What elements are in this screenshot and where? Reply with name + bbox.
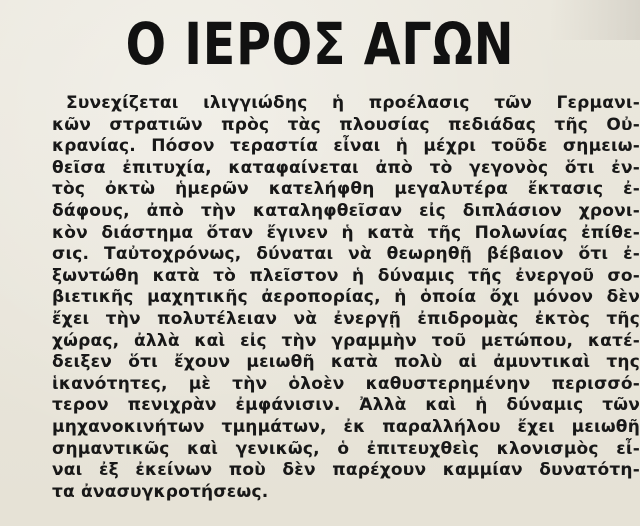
article-line: θεῖσα ἐπιτυχία, καταφαίνεται ἀπὸ τὸ γεγονὸς ὅτι ἐν- — [52, 157, 640, 178]
article-line: ἔχει τὴν πολυτέλειαν νὰ ἐνεργῇ ἐπιδρομὰς ἐκτὸς τῆς — [52, 308, 640, 329]
article-line: τὸς ὀκτὼ ἡμερῶν κατελήφθη μεγαλυτέρα ἔκτασις ἐ- — [52, 179, 640, 200]
headline: Ο ΙΕΡΟΣ ΑΓΩΝ — [125, 10, 515, 78]
article-line: σημαντικῶς καὶ γενικῶς, ὁ ἐπιτευχθεὶς κλονισμὸς εἶ- — [52, 438, 640, 459]
article-line: σις. Ταὐτοχρόνως, δύναται νὰ θεωρηθῇ βέβαιον ὅτι ἐ- — [52, 244, 640, 265]
article-line: κῶν στρατιῶν πρὸς τὰς πλουσίας πεδιάδας τῆς Οὐ- — [52, 114, 640, 135]
article-line: βιετικῆς μαχητικῆς ἀεροπορίας, ἡ ὁποία ὄχι μόνον δὲν — [52, 287, 640, 308]
article-line: δειξεν ὅτι ἔχουν μειωθῆ κατὰ πολὺ αἱ ἀμυντικαὶ της — [52, 352, 640, 373]
article-line: τα ἀνασυγκροτήσεως. — [52, 481, 269, 502]
article-line: Συνεχίζεται ιλιγγιώδης ἡ προέλασις τῶν Γερμανι- — [66, 93, 640, 113]
article-line: κὸν διάστημα ὅταν ἔγινεν ἡ κατὰ τῆς Πολωνίας ἐπίθε- — [52, 222, 640, 243]
article-line: χώρας, ἀλλὰ καὶ εἰς τὴν γραμμὴν τοῦ μετώπου, κατέ- — [52, 330, 640, 351]
article-line: κρανίας. Πόσον τεραστία εἶναι ἡ μέχρι τοῦδε σημειω- — [52, 136, 640, 157]
article-line: μηχανοκινήτων τμημάτων, ἐκ παραλλήλου ἔχει μειωθῆ — [52, 416, 640, 437]
article-line: δάφους, ἀπὸ τὴν καταληφθεῖσαν εἰς διπλάσιον χρονι- — [52, 200, 640, 221]
article-line: τερον πενιχρὰν ἐμφάνισιν. Ἀλλὰ καὶ ἡ δύναμις τῶν — [52, 395, 640, 416]
article-line: ναι ἐξ ἐκείνων ποὺ δὲν παρέχουν καμμίαν δυνατότη- — [52, 460, 640, 481]
article-line: ἱκανότητες, μὲ τὴν ὁλοὲν καθυστερημένην περισσό- — [52, 373, 640, 394]
article-line: ξωντώθη κατὰ τὸ πλεῖστον ἡ δύναμις τῆς ἐνεργοῦ σο- — [52, 265, 640, 286]
article-body — [52, 93, 640, 503]
